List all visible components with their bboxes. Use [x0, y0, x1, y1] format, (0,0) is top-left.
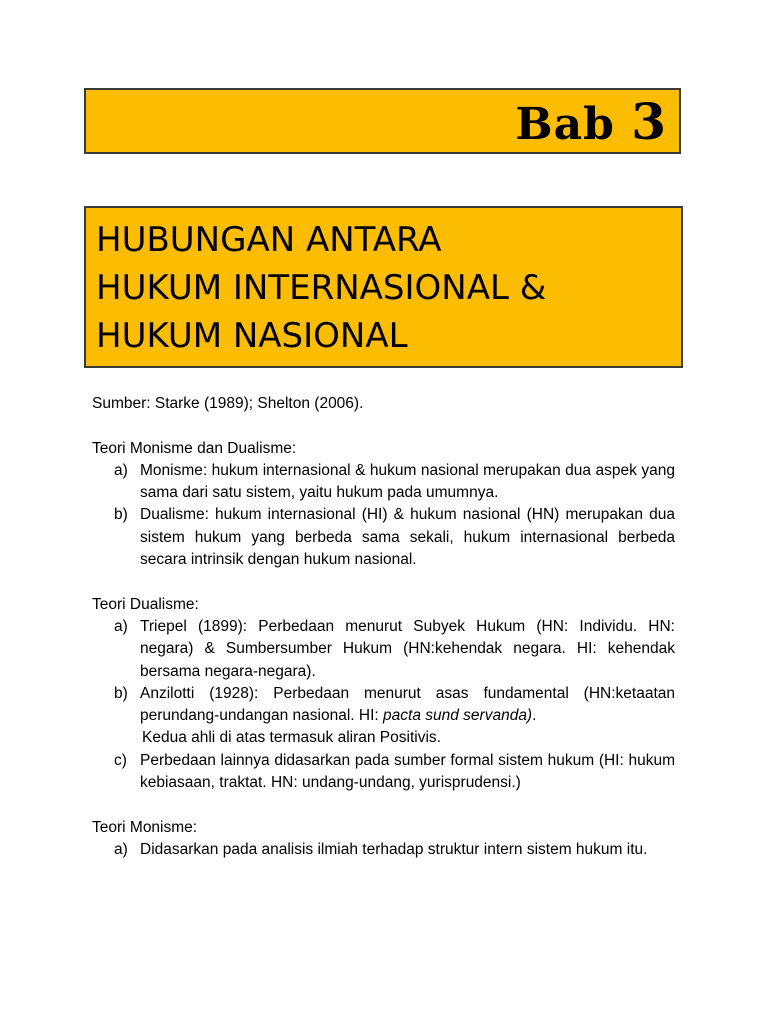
- list-marker: a): [114, 840, 128, 858]
- list-marker: a): [114, 461, 128, 479]
- chapter-word: Bab: [515, 99, 615, 150]
- section-heading-monisme: Teori Monisme:: [92, 818, 198, 836]
- list-item: [92, 750, 675, 795]
- section-heading-monisme-dualisme: Teori Monisme dan Dualisme:: [92, 439, 297, 457]
- latin-phrase: pacta sund servanda): [383, 707, 533, 725]
- list-item-tail: .: [532, 707, 537, 725]
- list-marker: b): [114, 684, 128, 702]
- list-dualisme-cont: [92, 750, 675, 795]
- list-item-text: Dualisme: hukum internasional (HI) & hukum nasional (HN) merupakan dua sistem hukum yang berbeda sama sekali, hukum internasional berbeda secara intrinsik dengan hukum nasional.: [140, 506, 675, 569]
- list-marker: b): [114, 506, 128, 524]
- list-marker: c): [114, 751, 127, 769]
- list-item: [92, 504, 675, 571]
- list-item: [92, 460, 675, 505]
- title-line-1: HUBUNGAN ANTARA: [96, 220, 442, 260]
- list-item-text: Monisme: hukum internasional & hukum nasional merupakan dua aspek yang sama dari satu sistem, yaitu hukum pada umumnya.: [140, 461, 675, 502]
- list-item-text: [140, 685, 675, 724]
- title-line-2: HUKUM INTERNASIONAL &: [96, 268, 547, 308]
- source-line: Sumber: Starke (1989); Shelton (2006).: [92, 395, 364, 412]
- list-item: [92, 839, 675, 861]
- list-item-text-main: Anzilotti (1928): Perbedaan menurut asas fundamental (HN:ketaatan perundang-undangan nasional. HI:: [140, 684, 675, 725]
- list-monisme-dualisme: [92, 460, 675, 571]
- title-line-3: HUKUM NASIONAL: [96, 316, 408, 356]
- title-box: [84, 206, 683, 368]
- chapter-number: 3: [631, 92, 667, 151]
- positivis-note: Kedua ahli di atas termasuk aliran Positivis.: [142, 729, 441, 747]
- list-item: [92, 616, 675, 683]
- list-marker: a): [114, 617, 128, 635]
- chapter-label: [515, 92, 667, 151]
- list-monisme: [92, 839, 675, 861]
- list-item: [92, 683, 675, 728]
- list-item-text: Didasarkan pada analisis ilmiah terhadap struktur intern sistem hukum itu.: [140, 840, 648, 858]
- list-dualisme: [92, 616, 675, 727]
- section-heading-dualisme: Teori Dualisme:: [92, 595, 199, 613]
- list-item-text: Perbedaan lainnya didasarkan pada sumber formal sistem hukum (HI: hukum kebiasaan, traktat. HN: undang-undang, yurisprudensi.): [140, 751, 675, 792]
- chapter-header: [84, 88, 681, 154]
- list-item-text: Triepel (1899): Perbedaan menurut Subyek Hukum (HN: Individu. HN: negara) & Sumbersumber Hukum (HN:kehendak negara. HI: kehendak bersama negara-negara).: [140, 617, 675, 680]
- document-body: [92, 393, 675, 861]
